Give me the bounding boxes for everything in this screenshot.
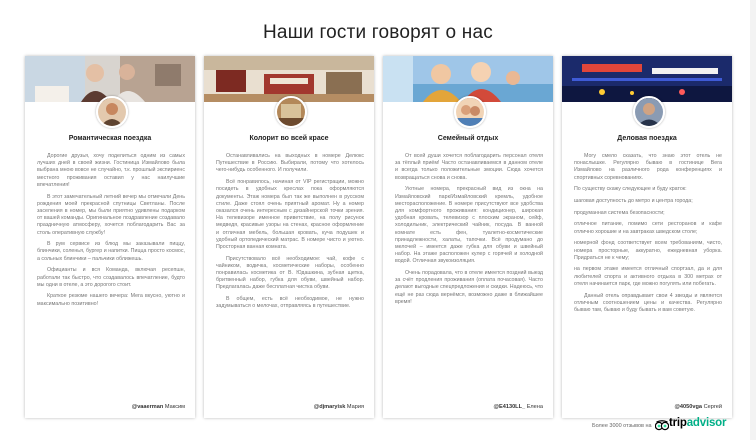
review-paragraph: Присутствовало всё необходимое: чай, кофе с чайником, водичка, косметические наборы, особенно понравилась косметика от В. Юдашкина, зубная щетка, бритвенный набор, губка для обуви, швейный набор. Предлагалась даже бесплатная чистка обуви. [216, 255, 364, 291]
review-author [494, 404, 543, 410]
review-paragraph: Уютные номера, прекрасный вид из окна на Измайловский парк/Измайловский кремль, удобное месторасположение. В номере присутствуют все удобства для комфортного проживания: кондиционер, широкая удобная кровать, телевизор с плоским экраном, сейф, холодильник, электрический чайник, посуда. В ванной комнате есть фен, туалетно-косметические принадлежности, халаты, тапочки. Всё продумано до мелочей – имеется даже губка для обуви и швейный набор. На этаже расположен кулер с горячей и холодной водой. Отличная звукоизоляция. [395, 186, 543, 265]
review-card [562, 56, 732, 418]
review-text [216, 153, 364, 315]
review-paragraph: Очень порадовала, что в отеле имеется поздний выезд за счёт продления проживания (оплата почасовая). Часто делают выгодные спецпредложения и скидки. Надеюсь, что ещё не раз сюда вернёмся, возможно даже в ближайшее время! [395, 270, 544, 305]
review-text [37, 153, 185, 312]
review-paragraph: на первом этаже имеется отличный спортзал, да и для любителей спорта и активного отдыха в 300 метрах от отеля начинается парк, где можно погулять или побегать. [574, 266, 722, 287]
author-handle-link[interactable]: @4050vga [674, 404, 703, 410]
author-name: Елена [526, 404, 543, 410]
review-paragraph: В общем, есть всё необходимое, не нужно задумываться о мелочах, отправляясь в путешествие. [216, 296, 364, 310]
review-paragraph: Краткое резюме нашего вечера: Мега вкусно, уютно и максимально позитивно! [37, 293, 185, 307]
review-avatar [96, 96, 128, 128]
author-name: Мария [346, 404, 364, 410]
review-paragraph: По существу скажу следующее и буду краток: [574, 186, 687, 193]
review-paragraph: отличное питание, помимо сети ресторанов и кафе отлично хорошие и на завтраках шведском столе; [574, 221, 722, 235]
author-name: Максим [164, 404, 185, 410]
review-title: Колорит во всей красе [249, 135, 329, 142]
review-text [574, 153, 722, 319]
review-author [674, 404, 722, 410]
review-paragraph: Останавливались на выходных в номере Делюкс Путешествие в Россию. Выбирали, потому что хотелось чего-нибудь особенного. И получили. [216, 153, 364, 174]
tripadvisor-wordmark-advisor: advisor [686, 417, 727, 429]
review-card [204, 56, 374, 418]
review-paragraph: От всей души хочется поблагодарить персонал отеля за тёплый приём! Часто останавливаемся в данном отеле и всегда только положительные эмоции. Сюда хочется возвращаться снова и снова. [395, 153, 543, 181]
review-card [25, 56, 195, 418]
review-text [395, 153, 543, 311]
tripadvisor-wordmark[interactable] [669, 417, 726, 429]
review-paragraph: шаговая доступность до метро и центра города; [574, 198, 693, 205]
author-handle-link[interactable]: @E4130LL_ [493, 404, 526, 410]
reviews-section [25, 56, 741, 418]
review-author [132, 404, 185, 410]
review-card [383, 56, 553, 418]
author-handle-link[interactable]: @vaaerman [131, 404, 164, 410]
review-avatar [275, 96, 307, 128]
review-title: Романтическая поездка [68, 135, 152, 142]
reviews-count-note: Более 3000 отзывов на [592, 423, 652, 429]
review-paragraph: Данный отель оправдывает свои 4 звезды и является отличным соотношением цены и качества. Регулярно бываю там, бываю и буду бывать и вам советую. [574, 292, 722, 313]
review-paragraph: номерной фонд соответствует всем требованиям, чисто, номера просторные, аккуратно, ежедневная уборка. Придраться не к чему; [574, 240, 722, 261]
review-paragraph: В этот замечательный летний вечер мы отмечали День рождения моей прекрасной спутницы Светланы. После заселения в номер, мы были приятно удивлены подарком от вашей команды. Оригинальное поздравление создавало праздничную атмосферу, хочется поблагодарить Вас за столь оперативную службу! [37, 193, 185, 236]
author-name: Сергей [703, 404, 722, 410]
review-title: Семейный отдых [437, 135, 499, 142]
review-paragraph: Дорогие друзья, хочу поделиться одним из самых лучших дней в своей жизни. Гостиница Измайлово была выбрана мною вовсе не случайно, т.к. прошлый экспириенс местного проживания оставил у нас наилучшие впечатления! [37, 153, 185, 188]
scrollbar[interactable] [750, 0, 756, 440]
review-paragraph: В рум сервисе из блюд мы заказывали пиццу, блинчики, соленья, бургер и напитки. Пицца просто космос, а сольных блинчики – пальчики оближешь. [37, 241, 185, 262]
review-paragraph: продуманная система безопасности; [574, 209, 665, 216]
review-paragraph: Могу смело сказать, что знаю этот отель не понаслышке. Регулярно бываю в гостинице Вега Измайлово на различного рода конференциях и спортивных соревнованиях. [574, 153, 722, 181]
page-title: Наши гости говорят о нас [263, 22, 493, 43]
review-paragraph: Официанты и вся Команда, включая ресепшн, работали так быстро, что создавалось впечатление, будто мы одни в отеле, а это дорогого стоит. [37, 267, 185, 288]
tripadvisor-wordmark-trip: trip [669, 417, 687, 429]
review-title: Деловая поездка [617, 135, 677, 142]
author-handle-link[interactable]: @djmaryisk [313, 404, 346, 410]
review-author [314, 404, 364, 410]
review-paragraph: Всё понравилось, начиная от VIP регистрации, можно посидеть в удобных креслах пока оформляются документы. Этаж номера был так же выполнен в русском стиле. Даже стоял очень приятный аромат. Ну а номер оказался очень интересным с дизайнерской точки зрения. На телевизоре именное приветствие, на полу рисунок медведя, красивые узоры на стенах, красное оформление и отличная мебель, большая кровать, куча подушек и удобный ортопедический матрас. В номере чисто и уютно. Просторная ванная комната. [216, 179, 364, 250]
review-avatar [454, 96, 486, 128]
tripadvisor-owl-icon [655, 419, 669, 432]
review-avatar [633, 96, 665, 128]
